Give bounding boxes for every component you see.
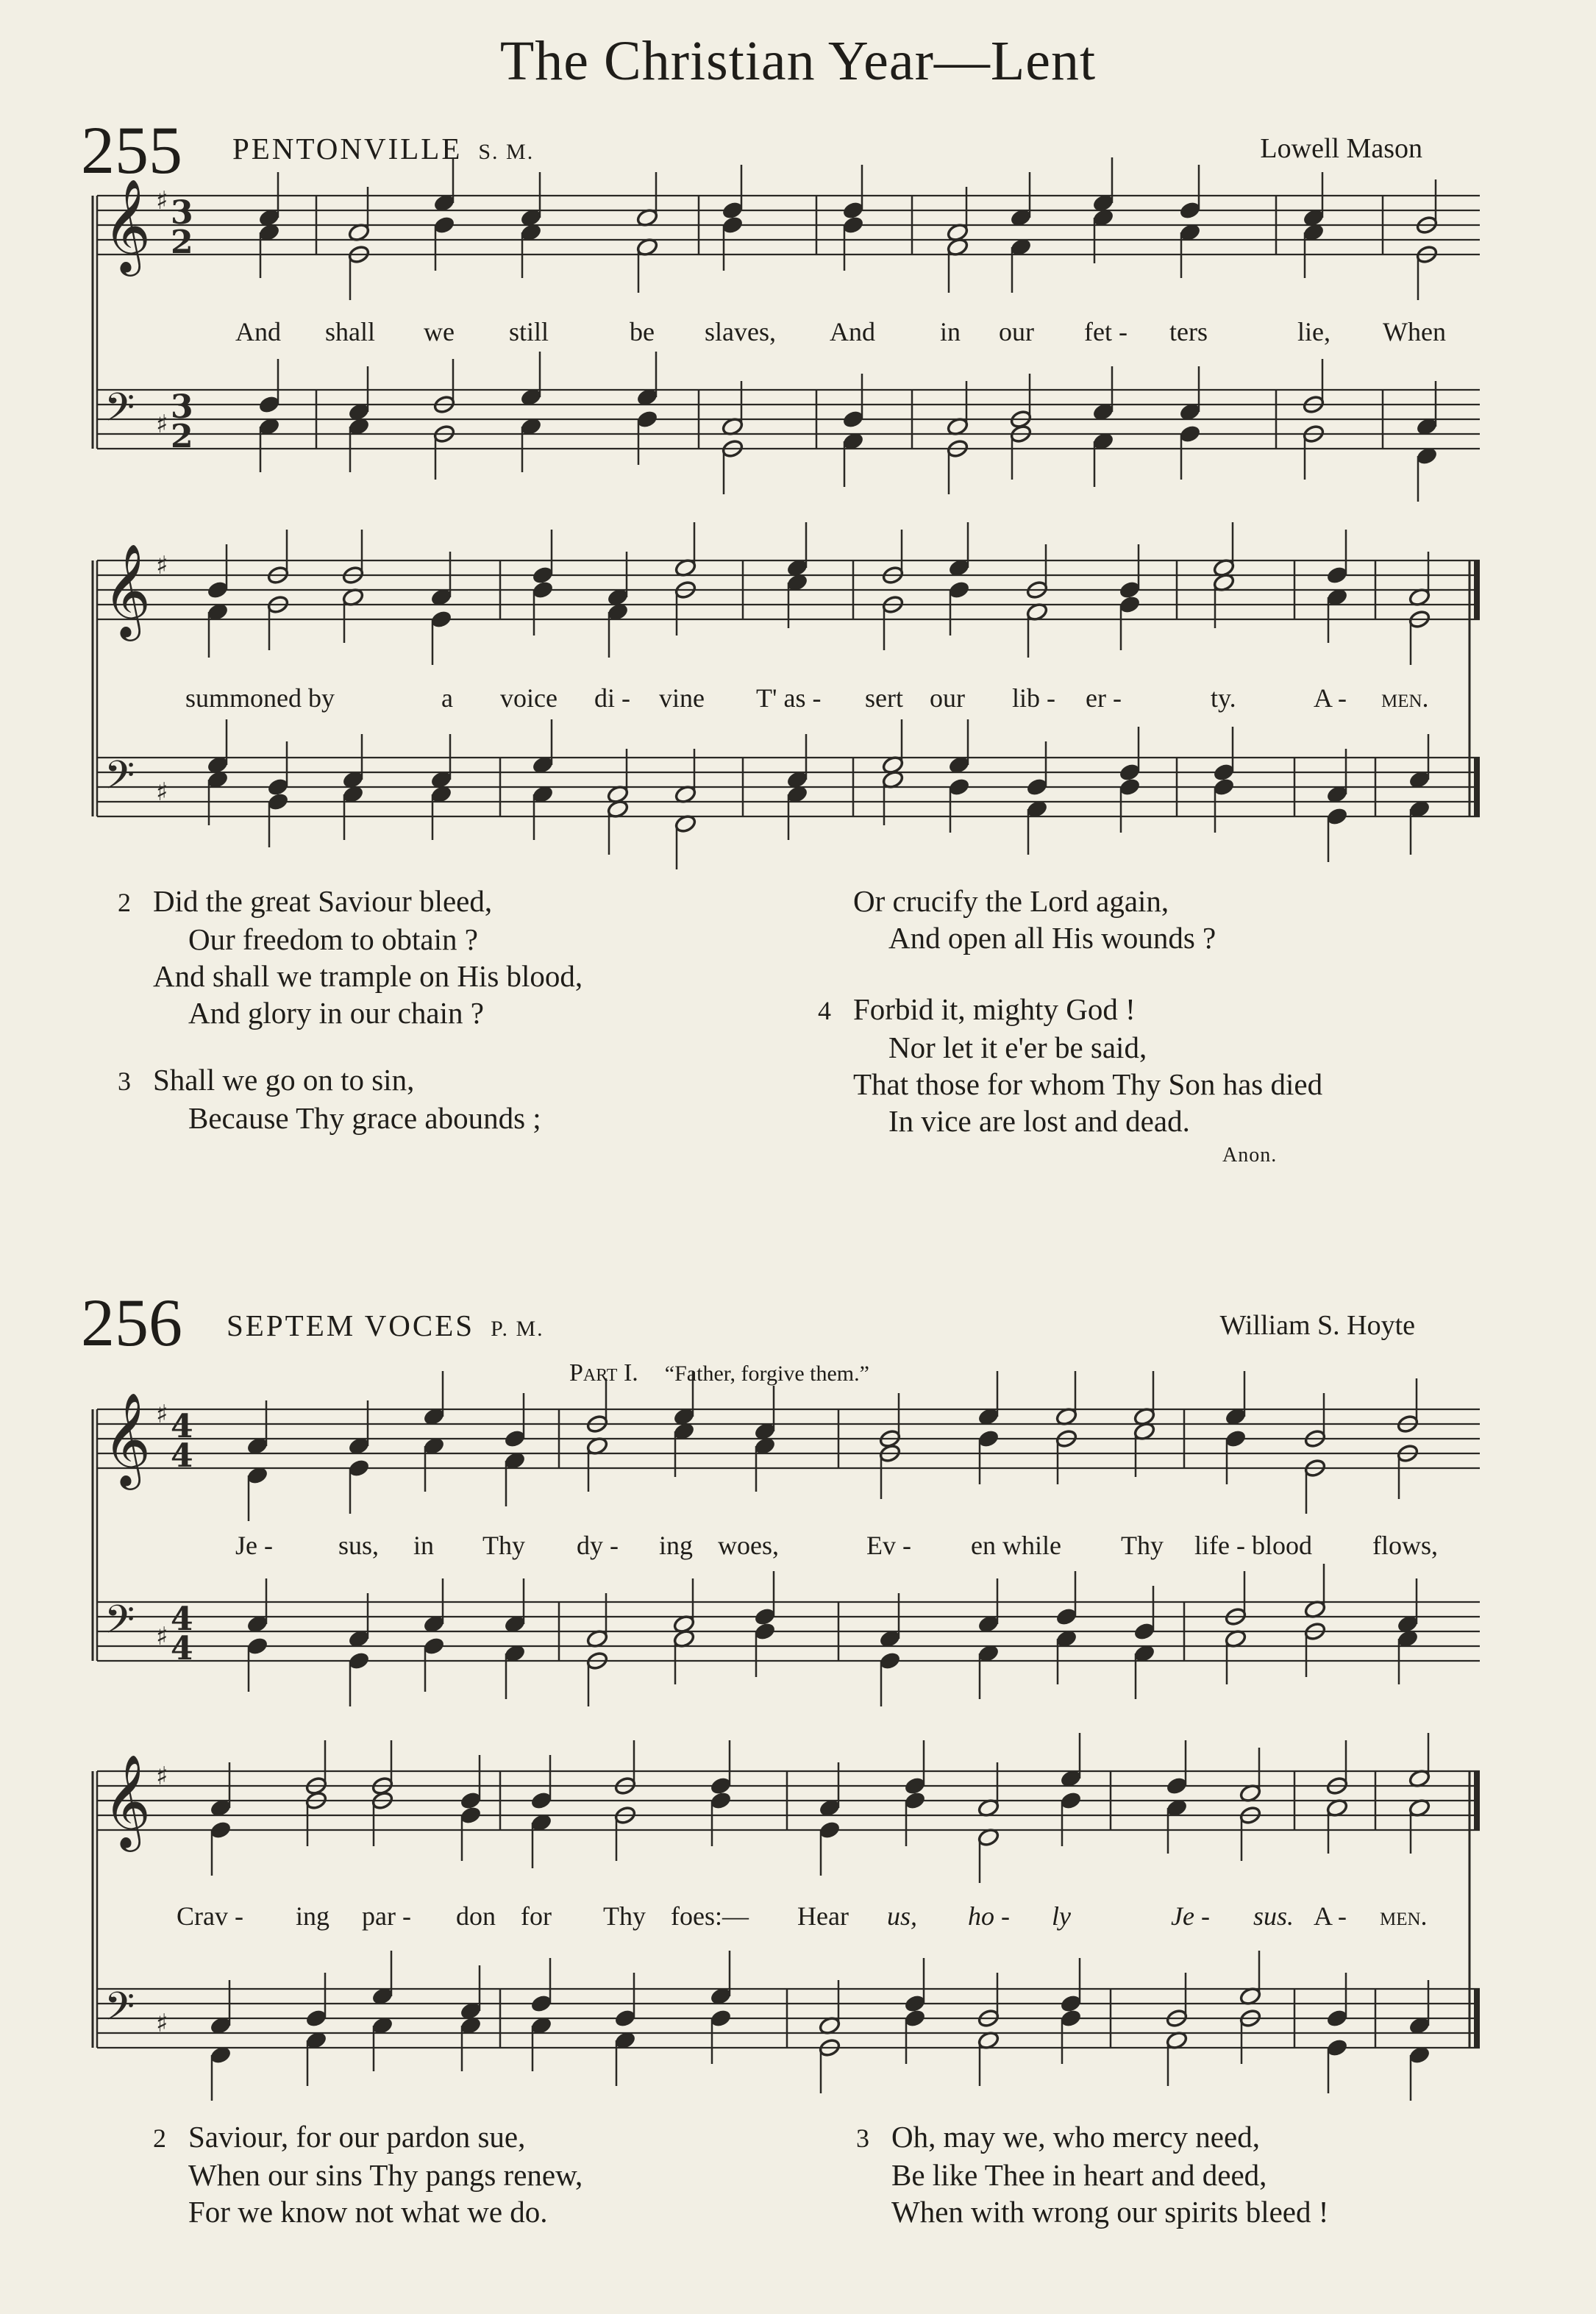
- hymn-number-256: 256: [81, 1285, 182, 1360]
- lyric: ly: [1052, 1901, 1071, 1931]
- lyric: And: [235, 317, 281, 346]
- verse-number: 3: [856, 2123, 869, 2153]
- lyric: sus.: [1253, 1901, 1294, 1931]
- lyric: voice: [500, 683, 557, 713]
- time-signature: 2: [171, 418, 193, 455]
- lyric: we: [424, 317, 455, 346]
- lyric: Hear: [797, 1901, 849, 1931]
- time-signature: 4: [171, 1630, 193, 1667]
- verse-line: Saviour, for our pardon sue,: [188, 2120, 526, 2154]
- lyric: par -: [362, 1901, 411, 1931]
- lyric: lib -: [1012, 683, 1055, 713]
- hymn-author: Anon.: [1222, 1144, 1278, 1167]
- sharp-icon: ♯: [156, 777, 168, 807]
- lyric: sus,: [338, 1531, 380, 1560]
- lyric: in: [940, 317, 961, 346]
- sharp-icon: ♯: [156, 551, 168, 580]
- lyric: fet -: [1084, 317, 1127, 346]
- composer: William S. Hoyte: [1219, 1310, 1415, 1341]
- lyric: for: [521, 1901, 552, 1931]
- lyric: di -: [594, 683, 630, 713]
- lyric: ty.: [1211, 683, 1236, 713]
- verse-line: Or crucify the Lord again,: [853, 884, 1169, 918]
- verse-3: [856, 2118, 1328, 2230]
- lyric: Thy: [482, 1531, 525, 1560]
- lyric: Je -: [235, 1531, 273, 1560]
- hymn-number-255: 255: [81, 113, 182, 188]
- lyric: Crav -: [177, 1901, 243, 1931]
- meter: S. M.: [478, 140, 535, 164]
- lyric: don: [456, 1901, 496, 1931]
- lyric: sert: [865, 683, 903, 713]
- verse-number: 4: [818, 996, 831, 1025]
- lyric: er -: [1086, 683, 1122, 713]
- verse-2: [118, 883, 583, 1031]
- lyric: A -: [1314, 683, 1347, 713]
- tune-name: SEPTEM VOCES: [227, 1309, 475, 1342]
- hymn-256-heading: [227, 1308, 544, 1343]
- treble-clef-icon: 𝄞: [103, 543, 152, 637]
- lyric: our: [930, 683, 965, 713]
- lyric: flows,: [1372, 1531, 1438, 1560]
- composer: Lowell Mason: [1260, 133, 1422, 164]
- time-signature: 3: [171, 194, 193, 232]
- meter: P. M.: [491, 1317, 544, 1341]
- lyric: woes,: [718, 1531, 779, 1560]
- lyric: Ev -: [866, 1531, 911, 1560]
- lyric: a: [441, 683, 453, 713]
- verse-line: And glory in our chain ?: [188, 996, 484, 1030]
- time-signature: 4: [171, 1408, 193, 1445]
- final-barline: [1474, 758, 1480, 816]
- lyric: be: [630, 317, 655, 346]
- part-subtitle: “Father, forgive them.”: [664, 1361, 869, 1386]
- verse-3-continued: [853, 883, 1216, 956]
- verse-line: Because Thy grace abounds ;: [188, 1101, 541, 1135]
- sharp-icon: ♯: [156, 186, 168, 216]
- verse-line: That those for whom Thy Son has died: [853, 1067, 1323, 1101]
- sharp-icon: ♯: [156, 2009, 168, 2038]
- bass-clef-icon: 𝄢: [104, 1598, 135, 1652]
- bass-clef-icon: 𝄢: [104, 753, 135, 808]
- lyric: men.: [1381, 683, 1429, 713]
- page-title: The Christian Year—Lent: [499, 30, 1097, 92]
- time-signature: 3: [171, 388, 193, 426]
- lyric: ho -: [968, 1901, 1010, 1931]
- verse-number: 2: [118, 888, 131, 917]
- verse-line: When our sins Thy pangs renew,: [188, 2158, 583, 2192]
- lyric: foes:—: [671, 1901, 749, 1931]
- lyric: ing: [659, 1531, 694, 1560]
- lyric: summoned by: [185, 683, 335, 713]
- verse-3: [118, 1061, 541, 1136]
- lyric: shall: [325, 317, 375, 346]
- lyric: men.: [1380, 1901, 1428, 1931]
- lyric: slaves,: [705, 317, 776, 346]
- part-label: Part I.: [569, 1359, 638, 1386]
- verse-line: Did the great Saviour bleed,: [153, 884, 493, 918]
- treble-clef-icon: 𝄞: [103, 178, 152, 272]
- lyric: Thy: [603, 1901, 646, 1931]
- lyric: ing: [296, 1901, 330, 1931]
- verse-line: And open all His wounds ?: [888, 921, 1216, 955]
- verse-line: Nor let it e'er be said,: [888, 1030, 1147, 1064]
- time-signature: 4: [171, 1437, 193, 1475]
- verse-line: In vice are lost and dead.: [888, 1104, 1190, 1138]
- verse-line: When with wrong our spirits bleed !: [891, 2195, 1329, 2229]
- lyric: Thy: [1121, 1531, 1164, 1560]
- verse-4: [818, 991, 1322, 1139]
- final-barline: [1474, 560, 1480, 619]
- lyric: When: [1383, 317, 1446, 346]
- lyric: And: [830, 317, 875, 346]
- lyric: vine: [659, 683, 705, 713]
- tune-name: PENTONVILLE: [232, 132, 463, 165]
- lyric: en while: [971, 1531, 1061, 1560]
- sharp-icon: ♯: [156, 410, 168, 439]
- verse-line: Be like Thee in heart and deed,: [891, 2158, 1267, 2192]
- treble-clef-icon: 𝄞: [103, 1392, 152, 1486]
- verse-2: [153, 2118, 583, 2230]
- final-barline: [1474, 1771, 1480, 1830]
- sharp-icon: ♯: [156, 1762, 168, 1791]
- time-signature: 2: [171, 224, 193, 261]
- lyric: in: [413, 1531, 435, 1560]
- lyric: Je -: [1171, 1901, 1210, 1931]
- lyric: our: [999, 317, 1034, 346]
- lyric: life - blood: [1194, 1531, 1312, 1560]
- verse-number: 2: [153, 2123, 166, 2153]
- verse-line: Oh, may we, who mercy need,: [891, 2120, 1260, 2154]
- verse-line: And shall we trample on His blood,: [153, 959, 583, 993]
- verse-line: Our freedom to obtain ?: [188, 922, 478, 956]
- final-barline: [1474, 1989, 1480, 2048]
- bass-clef-icon: 𝄢: [104, 385, 135, 440]
- lyric: dy -: [577, 1531, 619, 1560]
- verse-number: 3: [118, 1067, 131, 1096]
- verse-line: Shall we go on to sin,: [153, 1063, 415, 1097]
- sharp-icon: ♯: [156, 1400, 168, 1429]
- lyric: ters: [1169, 317, 1208, 346]
- part-heading: [569, 1359, 869, 1387]
- treble-clef-icon: 𝄞: [103, 1754, 152, 1848]
- verse-line: Forbid it, mighty God !: [853, 992, 1136, 1026]
- lyric: T' as -: [756, 683, 822, 713]
- lyric: lie,: [1297, 317, 1330, 346]
- lyric: us,: [887, 1901, 918, 1931]
- verse-line: For we know not what we do.: [188, 2195, 548, 2229]
- time-signature: 4: [171, 1601, 193, 1638]
- lyric: still: [509, 317, 549, 346]
- bass-clef-icon: 𝄢: [104, 1984, 135, 2039]
- sharp-icon: ♯: [156, 1622, 168, 1651]
- lyric: A -: [1314, 1901, 1347, 1931]
